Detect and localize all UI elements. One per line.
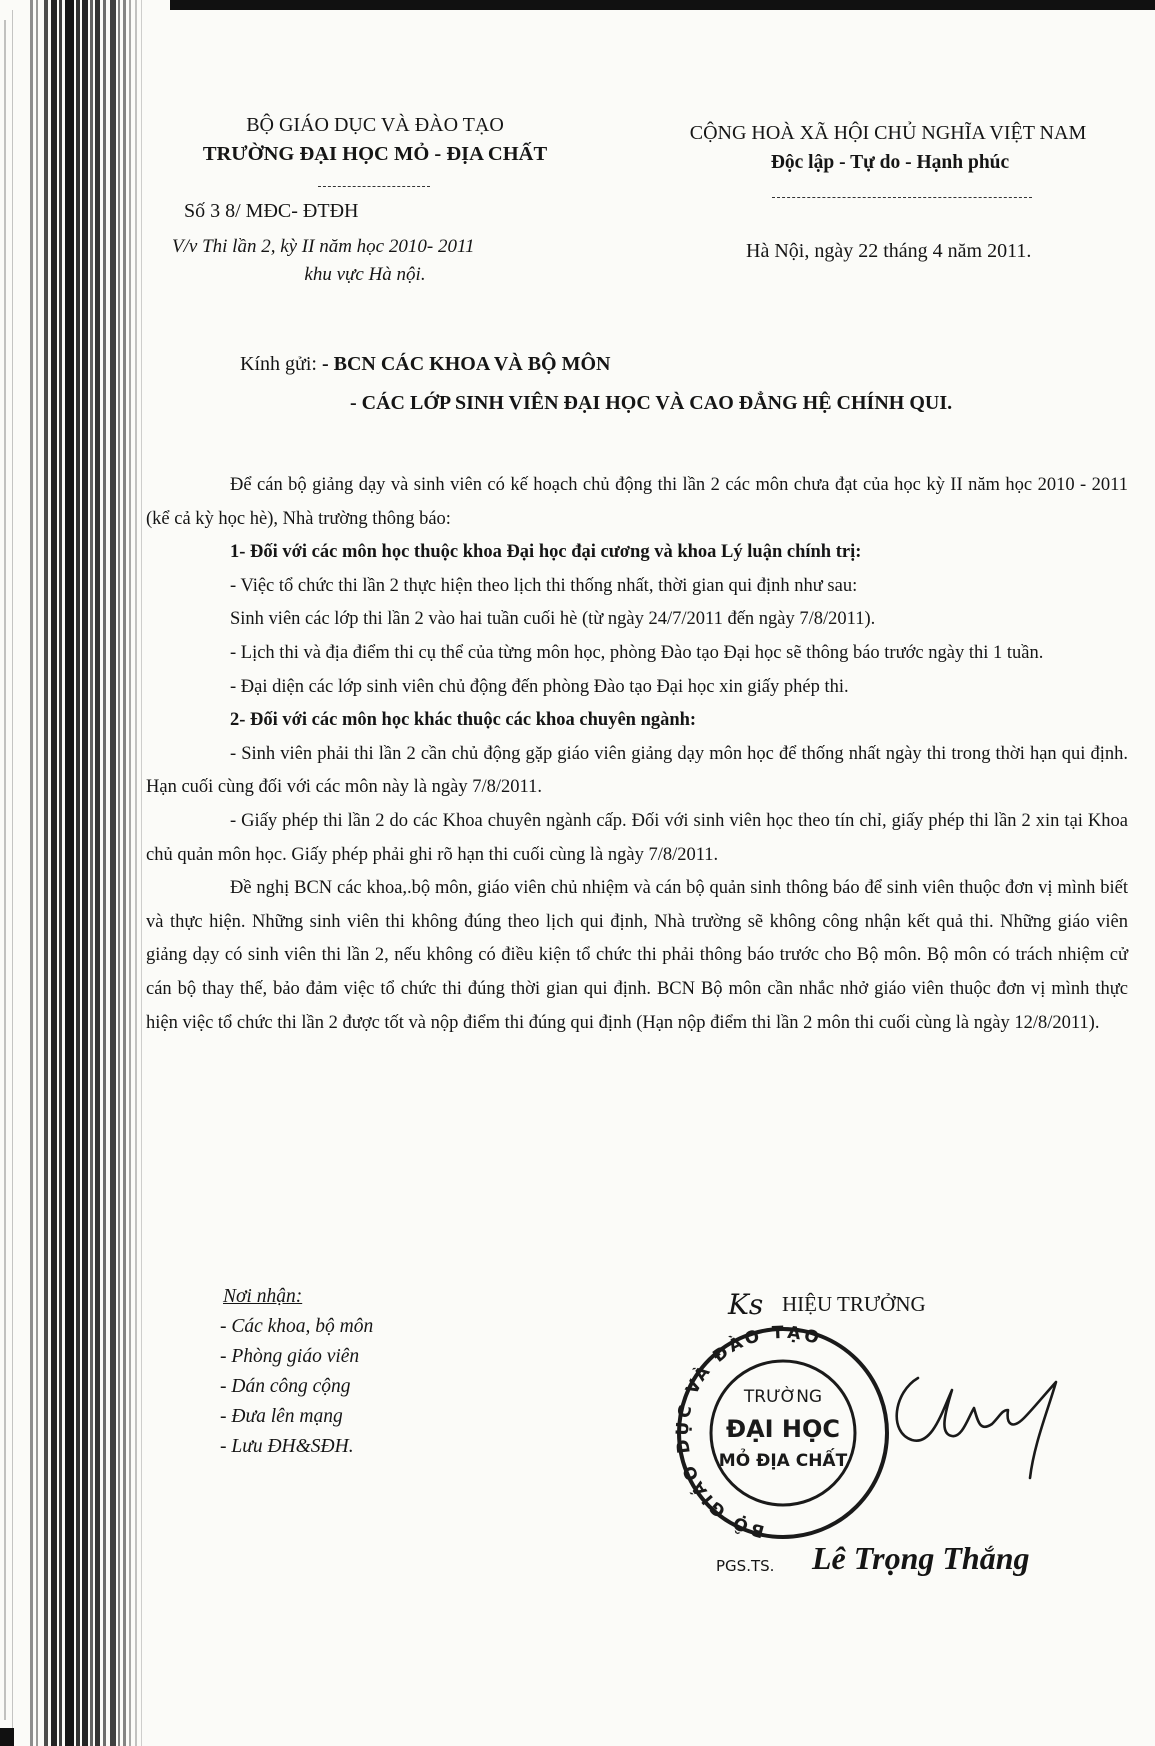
recipients-line-1 [240, 353, 610, 376]
university-name: TRƯỜNG ĐẠI HỌC MỎ - ĐỊA CHẤT [202, 143, 548, 165]
handwritten-signature [880, 1360, 1080, 1490]
section-heading-2: 2- Đối với các môn học khác thuộc các khoa chuyên ngành: [230, 710, 697, 731]
recipient-classes: - CÁC LỚP SINH VIÊN ĐẠI HỌC VÀ CAO ĐẲNG HỆ CHÍNH QUI. [350, 392, 953, 414]
header-divider-right [772, 197, 1032, 198]
paragraph-exam-window: Sinh viên các lớp thi lần 2 vào hai tuần cuối hè (từ ngày 24/7/2011 đến ngày 7/8/2011). [230, 609, 876, 630]
document-number: Số 3 8/ MĐC- ĐTĐH [184, 200, 359, 222]
initials-mark: Ks [728, 1288, 764, 1321]
paragraph-contact-teacher: - Sinh viên phải thi lần 2 cần chủ động gặp giáo viên giảng dạy môn học để thống nhất ngày thi trong thời hạn qui định. Hạn cuối cùng đối với các môn này là ngày 7/8/2011. [146, 743, 1128, 798]
intro-paragraph: Để cán bộ giảng dạy và sinh viên có kế hoạch chủ động thi lần 2 các môn chưa đạt của học kỳ II năm học 2010 - 2011 (kể cả kỳ học hè), Nhà trường thông báo: [146, 475, 1128, 529]
scan-top-border [0, 0, 1155, 10]
paragraph-schedule: - Việc tổ chức thi lần 2 thực hiện theo lịch thi thống nhất, thời gian qui định như sau: [230, 575, 858, 596]
ministry-name: BỘ GIÁO DỤC VÀ ĐÀO TẠO [246, 114, 504, 136]
svg-text:BỘ GIÁO DỤC VÀ ĐÀO TẠO: BỘ GIÁO DỤC VÀ ĐÀO TẠO [672, 1322, 825, 1542]
paragraph-exam-location: - Lịch thi và địa điểm thi cụ thể của từng môn học, phòng Đào tạo Đại học sẽ thông báo trước ngày thi 1 tuần. [230, 642, 1044, 663]
section-heading-1: 1- Đối với các môn học thuộc khoa Đại học đại cương và khoa Lý luận chính trị: [230, 542, 862, 563]
signer-name-signature: Lê Trọng Thắng [812, 1540, 1030, 1576]
svg-text:ĐẠI HỌC: ĐẠI HỌC [725, 1415, 841, 1443]
header-divider-left [318, 186, 430, 187]
scan-edge-artifact [0, 0, 170, 1746]
signatory-title: HIỆU TRƯỞNG [782, 1292, 926, 1316]
subject-line-2: khu vực Hà nội. [304, 264, 426, 285]
distribution-item: - Đưa lên mạng [220, 1406, 343, 1427]
subject-line-1: V/v Thi lần 2, kỳ II năm học 2010- 2011 [172, 236, 475, 257]
svg-text:TRƯỜNG: TRƯỜNG [743, 1387, 823, 1407]
distribution-item: - Các khoa, bộ môn [220, 1316, 374, 1337]
country-name: CỘNG HOÀ XÃ HỘI CHỦ NGHĨA VIỆT NAM [689, 122, 1087, 144]
paragraph-exam-permit: - Đại diện các lớp sinh viên chủ động đến phòng Đào tạo Đại học xin giấy phép thi. [230, 676, 849, 697]
distribution-title: Nơi nhận: [223, 1286, 303, 1307]
distribution-item: - Phòng giáo viên [220, 1346, 360, 1367]
recipients-prefix: Kính gửi: [240, 353, 322, 375]
notice-body [146, 469, 1128, 1040]
distribution-item: - Lưu ĐH&SĐH. [220, 1436, 354, 1457]
svg-text:MỎ ĐỊA CHẤT: MỎ ĐỊA CHẤT [718, 1451, 848, 1471]
distribution-item: - Dán công cộng [220, 1376, 351, 1397]
paragraph-faculty-permit: - Giấy phép thi lần 2 do các Khoa chuyên ngành cấp. Đối với sinh viên học theo tín chỉ, giấy phép thi lần 2 xin tại Khoa chủ quản môn học. Giấy phép phải ghi rõ hạn thi cuối cùng là ngày 7/8/2011. [146, 810, 1128, 865]
national-motto: Độc lập - Tự do - Hạnh phúc [770, 152, 1010, 173]
issue-date: Hà Nội, ngày 22 tháng 4 năm 2011. [746, 240, 1032, 262]
paragraph-request: Đề nghị BCN các khoa,.bộ môn, giáo viên chủ nhiệm và cán bộ quản sinh thông báo để sinh viên thuộc đơn vị mình biết và thực hiện. Những sinh viên thi không đúng theo lịch qui định, Nhà trường sẽ không công nhận kết quả thi. Những giáo viên giảng dạy có sinh viên thi lần 2, nếu không có điều kiện tổ chức thi phải thông báo trước cho Bộ môn. Bộ môn có trách nhiệm cử cán bộ thay thế, bảo đảm việc tổ chức thi đúng thời gian qui định. BCN Bộ môn cần nhắc nhở giáo viên thuộc đơn vị mình thực hiện việc tổ chức thi lần 2 được tốt và nộp điểm thi đúng qui định (Hạn nộp điểm thi lần 2 môn thi cuối cùng là ngày 12/8/2011). [146, 878, 1128, 1033]
signer-degree: PGS.TS. [716, 1557, 775, 1575]
recipient-faculties: - BCN CÁC KHOA VÀ BỘ MÔN [321, 353, 611, 375]
